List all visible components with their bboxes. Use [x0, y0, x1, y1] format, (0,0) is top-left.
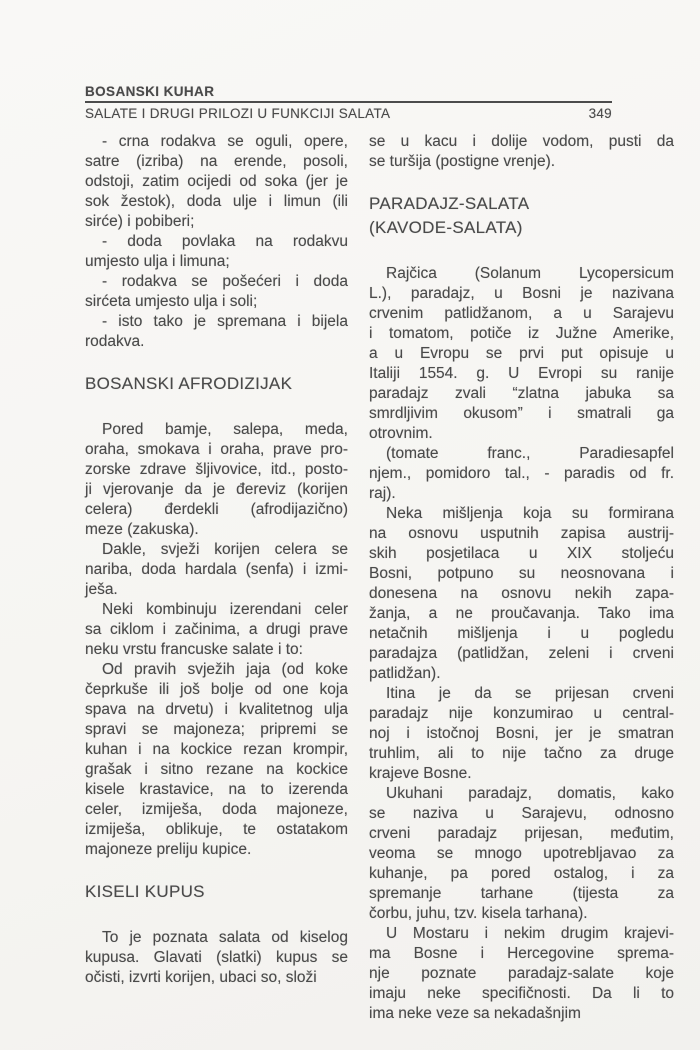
text-line: Italiji 1554. g. U Evropi su ranije: [369, 365, 674, 382]
text-line: oraha, smokava i oraha, prave pro-: [85, 441, 348, 458]
text-line: netačnih mišljenja i u pogledu: [369, 625, 674, 642]
paragraph: [369, 444, 674, 504]
paragraph: [369, 132, 674, 172]
text-line: donesena na osnovu nekih zapa-: [369, 585, 674, 602]
text-line: U Mostaru i nekim drugim krajevi-: [386, 925, 674, 942]
text-line: na osnovu usputnih zapisa austrij-: [369, 525, 674, 542]
heading-line: (KAVODE-SALATA): [369, 218, 523, 237]
text-line: žanja, a ne proučavanja. Tako ima: [369, 605, 674, 622]
text-line: odstoji, zatim ocijedi od soka (jer je: [85, 173, 348, 190]
paragraph: [85, 232, 348, 272]
text-line: Neki kombinuju izerendani celer: [102, 601, 348, 618]
text-line: noj i istočnoj Bosni, jer je smatran: [369, 725, 674, 742]
text-line: ješa.: [85, 581, 118, 598]
section-heading: [369, 192, 674, 240]
text-line: paradajza (patlidžan, zeleni i crveni: [369, 645, 674, 662]
paragraph: [85, 312, 348, 352]
text-line: neku vrstu francuske salate i to:: [85, 641, 303, 658]
text-line: satre (izriba) na erende, posoli,: [85, 153, 348, 170]
page-number: 349: [588, 106, 612, 121]
page-body: [85, 132, 674, 1024]
text-line: - crna rodakva se oguli, opere,: [102, 133, 348, 150]
text-line: smrdljivim okusom” i smatrali ga: [369, 405, 674, 422]
text-line: Neka mišljenja koja su formirana: [386, 505, 674, 522]
heading-line: KISELI KUPUS: [85, 882, 205, 901]
text-line: - rodakva se pošećeri i doda: [102, 273, 348, 290]
text-line: raj).: [369, 485, 396, 502]
paragraph: [369, 264, 674, 444]
text-line: Od pravih svježih jaja (od koke: [102, 661, 348, 678]
section-heading: [85, 880, 348, 904]
text-line: se u kacu i dolije vodom, pusti da: [369, 133, 674, 150]
left-column: [85, 132, 348, 1024]
text-line: sirće) i pobiberi;: [85, 213, 195, 230]
text-line: umjesto ulja i limuna;: [85, 253, 230, 270]
chapter-title: SALATE I DRUGI PRILOZI U FUNKCIJI SALATA: [85, 106, 391, 121]
text-line: krajeve Bosne.: [369, 765, 472, 782]
text-line: spremanje tarhane (tijesta za: [369, 885, 674, 902]
text-line: - isto tako je spremana i bijela: [102, 313, 348, 330]
text-line: ji vjerovanje da je đereviz (korijen: [85, 481, 348, 498]
text-line: paradajz zvali “zlatna jabuka sa: [369, 385, 674, 402]
heading-line: PARADAJZ-SALATA: [369, 194, 530, 213]
text-line: čeprkuše ili još bolje od one koja: [85, 681, 348, 698]
text-line: spava na drvetu) i kvalitetnog ulja: [85, 701, 348, 718]
paragraph: [85, 272, 348, 312]
text-line: skih posjetilaca u XIX stoljeću: [369, 545, 674, 562]
paragraph: [85, 540, 348, 600]
text-line: paradajz nije konzumirao u central-: [369, 705, 674, 722]
right-column: [369, 132, 674, 1024]
text-line: nariba, doda hardala (senfa) i izmi-: [85, 561, 348, 578]
running-header: [85, 84, 612, 121]
paragraph: [85, 660, 348, 860]
section-heading: [85, 372, 348, 396]
text-line: spravi se majoneza; pripremi se: [85, 721, 348, 738]
text-line: zorske zdrave šljivovice, itd., posto-: [85, 461, 348, 478]
text-line: rodakva.: [85, 333, 145, 350]
chapter-row: [85, 106, 612, 121]
text-line: Pored bamje, salepa, meda,: [102, 421, 348, 438]
text-line: Itina je da se prijesan crveni: [386, 685, 674, 702]
text-line: To je poznata salata od kiselog: [102, 929, 348, 946]
book-title: BOSANSKI KUHAR: [85, 84, 215, 99]
text-line: Rajčica (Solanum Lycopersicum: [386, 265, 674, 282]
text-line: L.), paradajz, u Bosni je nazivana: [369, 285, 674, 302]
text-line: nje poznate paradajz-salate koje: [369, 965, 674, 982]
text-line: patlidžan).: [369, 665, 441, 682]
text-line: kuhan i na kockice rezan krompir,: [85, 741, 348, 758]
paragraph: [85, 132, 348, 232]
text-line: izmiješa, oblikuje, te ostatakom: [85, 821, 348, 838]
text-line: veoma se mnogo upotrebljavao za: [369, 845, 674, 862]
text-line: (tomate franc., Paradiesapfel: [386, 445, 674, 462]
text-line: crvenim patlidžanom, a u Sarajevu: [369, 305, 674, 322]
text-line: - doda povlaka na rodakvu: [102, 233, 348, 250]
text-line: se naziva u Sarajevu, odnosno: [369, 805, 674, 822]
paragraph: [85, 420, 348, 540]
text-line: imaju neke specifičnosti. Da li to: [369, 985, 674, 1002]
text-line: njem., pomidoro tal., - paradis od fr.: [369, 465, 674, 482]
text-line: majoneze preliju kupice.: [85, 841, 252, 858]
text-line: ma Bosne i Hercegovine sprema-: [369, 945, 674, 962]
text-line: i tomatom, potiče iz Južne Amerike,: [369, 325, 674, 342]
text-line: Ukuhani paradajz, domatis, kako: [386, 785, 674, 802]
heading-line: BOSANSKI AFRODIZIJAK: [85, 374, 293, 393]
text-line: meze (zakuska).: [85, 521, 199, 538]
text-line: grašak i sitno rezane na kockice: [85, 761, 348, 778]
text-line: truhlim, ali to nije tačno za druge: [369, 745, 674, 762]
text-line: otrovnim.: [369, 425, 433, 442]
text-line: sok žestok), doda ulje i limun (ili: [85, 193, 348, 210]
text-line: očisti, izvrti korijen, ubaci so, složi: [85, 969, 317, 986]
text-line: sirćeta umjesto ulja i soli;: [85, 293, 258, 310]
paragraph: [85, 600, 348, 660]
text-line: Bosni, potpuno su neosnovana i: [369, 565, 674, 582]
paragraph: [369, 784, 674, 924]
paragraph: [369, 684, 674, 784]
text-line: se turšija (postigne vrenje).: [369, 153, 556, 170]
text-line: čorbu, juhu, tzv. kisela tarhana).: [369, 905, 588, 922]
header-rule: [85, 101, 612, 103]
text-line: celera) đerdekli (afrodijazično): [85, 501, 348, 518]
text-line: sa ciklom i začinima, a drugi prave: [85, 621, 348, 638]
text-line: kuhanje, pa pored ostalog, i za: [369, 865, 674, 882]
paragraph: [369, 924, 674, 1024]
paragraph: [85, 928, 348, 988]
text-line: a u Evropu se prvi put opisuje u: [369, 345, 674, 362]
text-line: crveni paradajz prijesan, međutim,: [369, 825, 674, 842]
text-line: ima neke veze sa nekadašnjim: [369, 1005, 581, 1022]
paragraph: [369, 504, 674, 684]
text-line: kupusa. Glavati (slatki) kupus se: [85, 949, 348, 966]
text-line: celer, izmiješa, doda majoneze,: [85, 801, 348, 818]
text-line: kisele krastavice, na to izerenda: [85, 781, 348, 798]
text-line: Dakle, svježi korijen celera se: [102, 541, 348, 558]
